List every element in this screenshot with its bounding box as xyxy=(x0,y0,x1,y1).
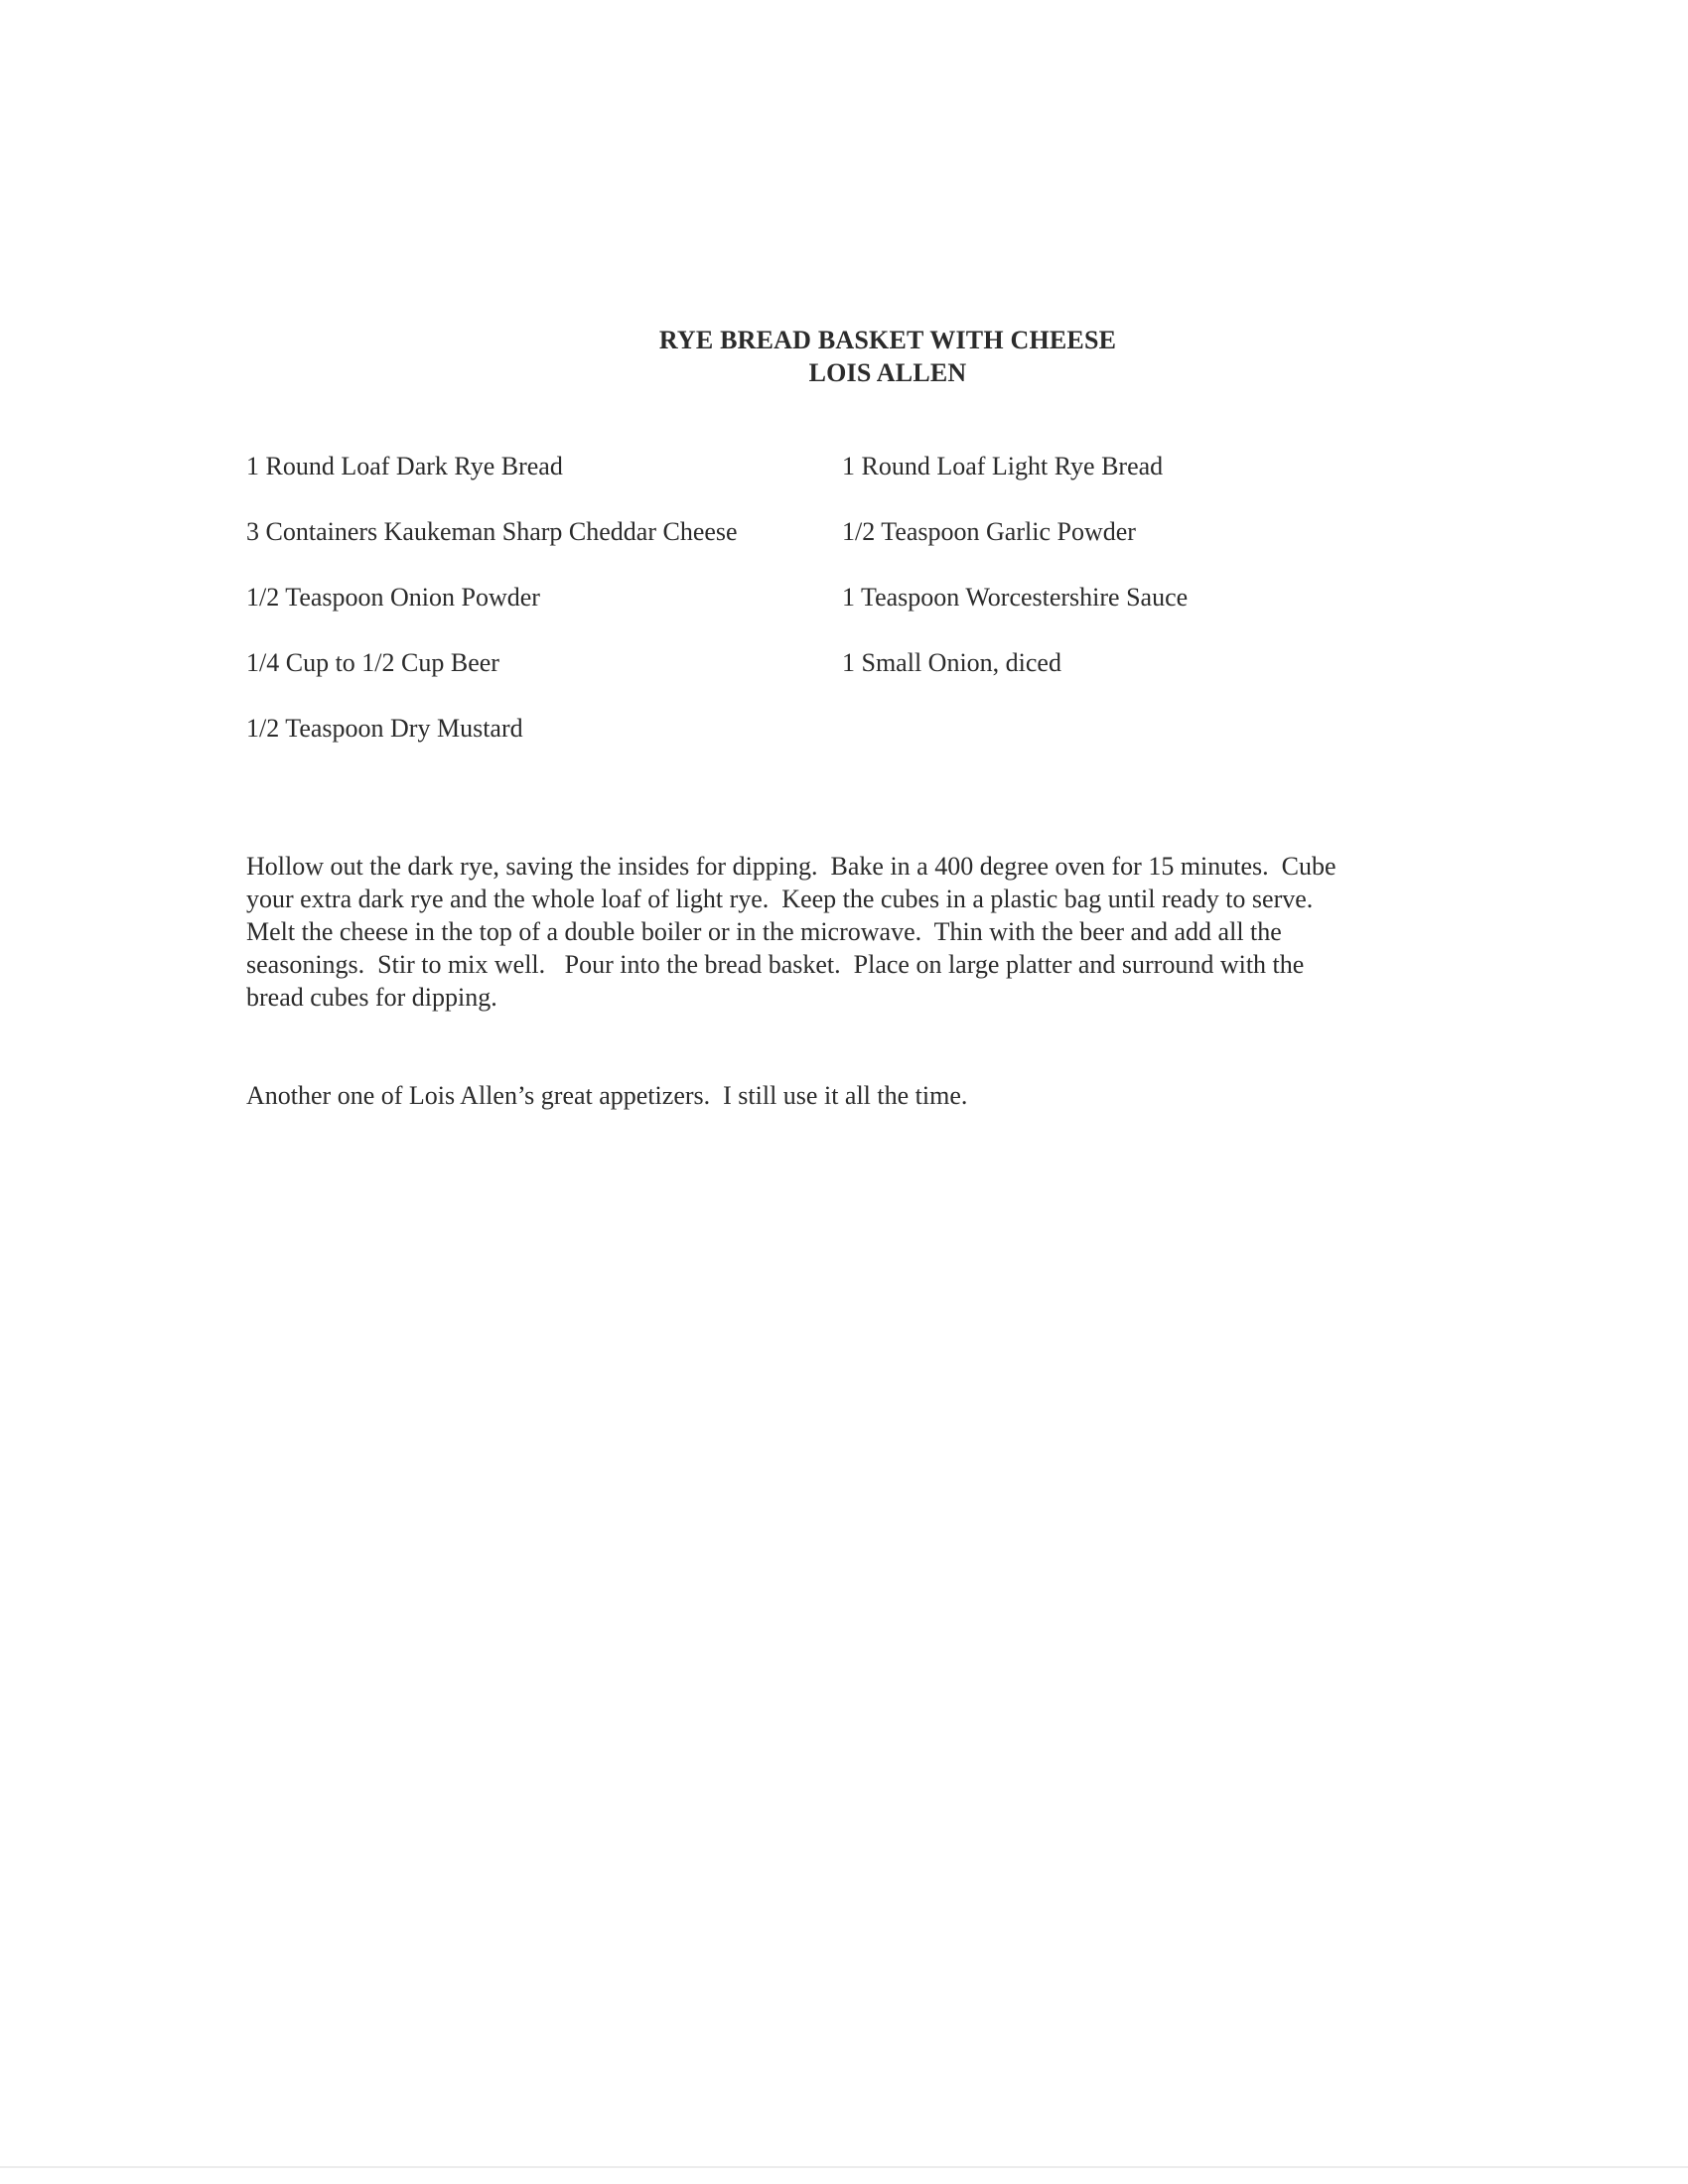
directions-paragraph xyxy=(246,850,1438,1014)
ingredient-item: 1/4 Cup to 1/2 Cup Beer xyxy=(246,648,499,677)
directions-line: Melt the cheese in the top of a double boiler or in the microwave. Thin with the beer and add all the xyxy=(246,917,1282,946)
directions-line: your extra dark rye and the whole loaf of light rye. Keep the cubes in a plastic bag until ready to serve. xyxy=(246,885,1314,913)
directions-line: bread cubes for dipping. xyxy=(246,983,497,1012)
directions-line: seasonings. Stir to mix well. Pour into the bread basket. Place on large platter and surround with the xyxy=(246,950,1305,979)
ingredient-item: 1 Round Loaf Light Rye Bread xyxy=(842,452,1164,480)
ingredient-item: 1/2 Teaspoon Dry Mustard xyxy=(246,714,523,743)
ingredient-item: 1/2 Teaspoon Onion Powder xyxy=(246,583,540,612)
scan-edge-divider xyxy=(0,2166,1688,2168)
recipe-author: LOIS ALLEN xyxy=(808,358,967,387)
recipe-note: Another one of Lois Allen’s great appetizers. I still use it all the time. xyxy=(246,1081,968,1110)
ingredient-item: 1 Round Loaf Dark Rye Bread xyxy=(246,452,563,480)
ingredient-item: 1 Small Onion, diced xyxy=(842,648,1061,677)
ingredient-item: 1 Teaspoon Worcestershire Sauce xyxy=(842,583,1189,612)
recipe-title: RYE BREAD BASKET WITH CHEESE xyxy=(658,326,1117,354)
title-block xyxy=(0,324,1688,389)
ingredient-item: 3 Containers Kaukeman Sharp Cheddar Cheese xyxy=(246,517,738,546)
directions-line: Hollow out the dark rye, saving the insides for dipping. Bake in a 400 degree oven for 15 minutes. Cube xyxy=(246,852,1336,881)
ingredient-item: 1/2 Teaspoon Garlic Powder xyxy=(842,517,1136,546)
